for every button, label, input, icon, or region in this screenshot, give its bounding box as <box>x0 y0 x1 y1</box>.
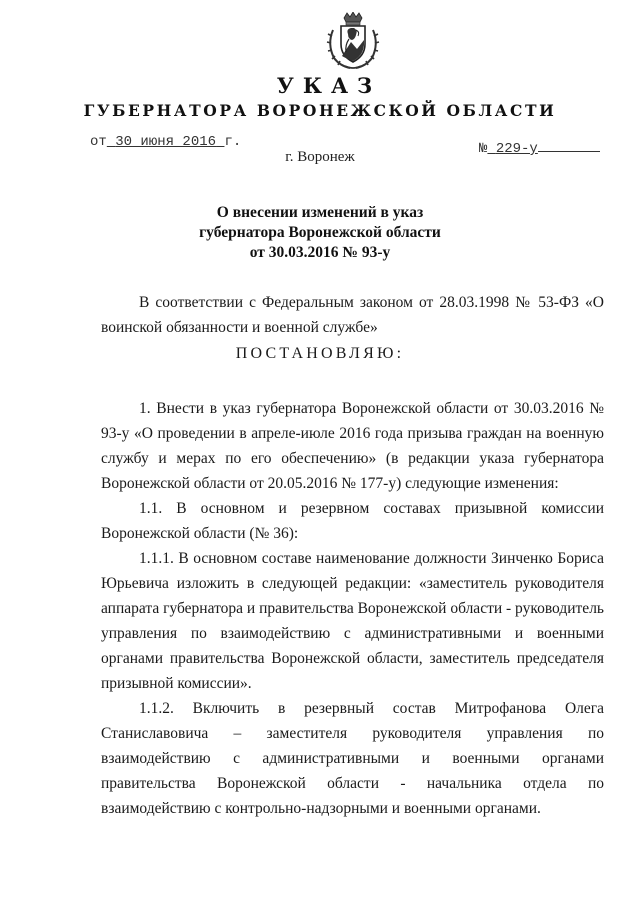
document-subject <box>0 203 640 263</box>
coat-of-arms-icon <box>324 12 382 72</box>
item-1: 1. Внести в указ губернатора Воронежской области от 30.03.2016 № 93-у «О проведении в апреле-июле 2016 года призыва граждан на военную службу и мерах по его обеспечению» (в редакции указа губернатора Воронежской области от 20.05.2016 № 177-у) следующие изменения: <box>101 400 604 492</box>
number-prefix: № <box>479 141 488 157</box>
items-block <box>101 396 604 821</box>
document-title: УКАЗ <box>276 73 382 98</box>
date-prefix: от <box>90 134 107 150</box>
document-subtitle: ГУБЕРНАТОРА ВОРОНЕЖСКОЙ ОБЛАСТИ <box>83 101 557 120</box>
decree-heading: ПОСТАНОВЛЯЮ: <box>235 345 405 362</box>
preamble-block <box>101 290 604 340</box>
date-value: 30 июня 2016 <box>115 134 217 150</box>
subject-line-3: от 30.03.2016 № 93-у <box>249 244 391 261</box>
document-city: г. Воронеж <box>285 149 355 165</box>
preamble-paragraph: В соответствии с Федеральным законом от 28.03.1998 № 53-ФЗ «О воинской обязанности и военной службе» <box>101 294 604 336</box>
number-value: 229-у <box>495 141 538 157</box>
subject-line-1: О внесении изменений в указ <box>216 204 424 221</box>
document-date <box>90 134 241 150</box>
date-suffix: г. <box>224 134 242 150</box>
item-1-1-2: 1.1.2. Включить в резервный состав Митрофанова Олега Станиславовича – заместителя руководителя управления по взаимодействию с административными и военными органами правительства Воронежской области - начальника отдела по взаимодействию с контрольно-надзорными и военными органами. <box>101 700 604 817</box>
subject-line-2: губернатора Воронежской области <box>199 224 441 241</box>
item-1-1: 1.1. В основном и резервном составах призывной комиссии Воронежской области (№ 36): <box>101 500 604 542</box>
item-1-1-1: 1.1.1. В основном составе наименование должности Зинченко Бориса Юрьевича изложить в следующей редакции: «заместитель руководителя аппарата губернатора и правительства Воронежской области - руководитель управления по взаимодействию с административными и военными органами правительства Воронежской области, заместитель председателя призывной комиссии». <box>101 550 604 692</box>
